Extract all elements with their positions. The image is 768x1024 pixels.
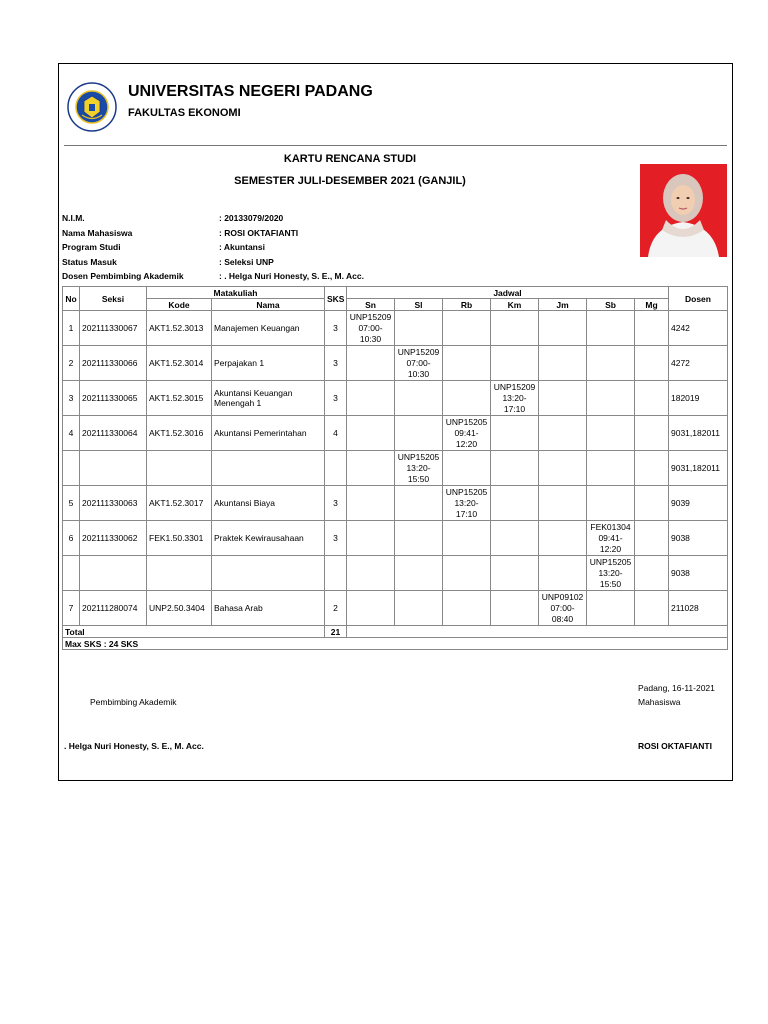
- total-blank: [347, 626, 728, 638]
- row-schedule-jm: [539, 346, 587, 381]
- row-seksi: 202111330063: [80, 486, 147, 521]
- row-schedule-mg: [635, 451, 669, 486]
- row-schedule-rb: [443, 346, 491, 381]
- row-no: 7: [63, 591, 80, 626]
- row-schedule-sl: [395, 556, 443, 591]
- row-kode: AKT1.52.3015: [147, 381, 212, 416]
- header-no: No: [63, 287, 80, 311]
- header-seksi: Seksi: [80, 287, 147, 311]
- header-jadwal: Jadwal: [347, 287, 669, 299]
- table-row: [63, 346, 728, 381]
- row-schedule-rb: [443, 451, 491, 486]
- row-schedule-mg: [635, 381, 669, 416]
- row-kode: AKT1.52.3017: [147, 486, 212, 521]
- row-seksi: 202111330062: [80, 521, 147, 556]
- row-no: 6: [63, 521, 80, 556]
- row-schedule-sb: [587, 416, 635, 451]
- table-row: [63, 591, 728, 626]
- header-day-sn: Sn: [347, 299, 395, 311]
- row-schedule-rb: UNP15205 13:20-17:10: [443, 486, 491, 521]
- row-schedule-rb: [443, 381, 491, 416]
- row-schedule-sb: [587, 591, 635, 626]
- row-schedule-rb: [443, 521, 491, 556]
- faculty-name: FAKULTAS EKONOMI: [128, 107, 241, 119]
- row-schedule-sb: [587, 381, 635, 416]
- row-schedule-mg: [635, 416, 669, 451]
- row-sks: [325, 556, 347, 591]
- place-date: Padang, 16-11-2021: [638, 683, 715, 693]
- row-dosen: 9038: [669, 556, 728, 591]
- max-sks: Max SKS : 24 SKS: [63, 638, 728, 650]
- row-nama: Akuntansi Keuangan Menengah 1: [212, 381, 325, 416]
- row-sks: [325, 451, 347, 486]
- row-dosen: 9038: [669, 521, 728, 556]
- student-signature-name: ROSI OKTAFIANTI: [638, 741, 712, 751]
- header-day-rb: Rb: [443, 299, 491, 311]
- semester-title: SEMESTER JULI-DESEMBER 2021 (GANJIL): [234, 175, 466, 187]
- university-name: UNIVERSITAS NEGERI PADANG: [128, 83, 373, 100]
- row-schedule-sb: [587, 311, 635, 346]
- row-schedule-km: [491, 451, 539, 486]
- status-value: : Seleksi UNP: [219, 256, 274, 267]
- row-no: [63, 451, 80, 486]
- total-label: Total: [63, 626, 325, 638]
- row-schedule-jm: [539, 521, 587, 556]
- table-row: [63, 416, 728, 451]
- row-schedule-sn: [347, 346, 395, 381]
- header-day-mg: Mg: [635, 299, 669, 311]
- row-schedule-sn: [347, 381, 395, 416]
- row-seksi: 202111330066: [80, 346, 147, 381]
- row-schedule-mg: [635, 521, 669, 556]
- row-schedule-sl: [395, 381, 443, 416]
- row-schedule-km: [491, 416, 539, 451]
- row-sks: 3: [325, 311, 347, 346]
- row-schedule-sb: [587, 451, 635, 486]
- row-schedule-rb: UNP15205 09:41-12:20: [443, 416, 491, 451]
- row-schedule-sl: UNP15209 07:00-10:30: [395, 346, 443, 381]
- header-day-sl: Sl: [395, 299, 443, 311]
- row-schedule-sn: [347, 591, 395, 626]
- row-schedule-km: [491, 486, 539, 521]
- row-sks: 3: [325, 346, 347, 381]
- row-kode: [147, 451, 212, 486]
- row-nama: Perpajakan 1: [212, 346, 325, 381]
- program-label: Program Studi: [62, 242, 121, 253]
- row-dosen: 182019: [669, 381, 728, 416]
- row-schedule-mg: [635, 591, 669, 626]
- row-dosen: 4242: [669, 311, 728, 346]
- header-day-km: Km: [491, 299, 539, 311]
- row-schedule-rb: [443, 311, 491, 346]
- row-schedule-sl: [395, 416, 443, 451]
- row-nama: Akuntansi Biaya: [212, 486, 325, 521]
- row-nama: Manajemen Keuangan: [212, 311, 325, 346]
- advisor-label: Dosen Pembimbing Akademik: [62, 271, 184, 282]
- row-seksi: [80, 556, 147, 591]
- row-schedule-sn: [347, 451, 395, 486]
- row-schedule-sn: [347, 556, 395, 591]
- row-no: [63, 556, 80, 591]
- row-sks: 3: [325, 381, 347, 416]
- row-seksi: 202111280074: [80, 591, 147, 626]
- row-kode: UNP2.50.3404: [147, 591, 212, 626]
- student-photo: [640, 164, 727, 257]
- table-row: [63, 451, 728, 486]
- row-schedule-mg: [635, 556, 669, 591]
- status-label: Status Masuk: [62, 256, 117, 267]
- row-kode: AKT1.52.3013: [147, 311, 212, 346]
- header-divider: [64, 145, 727, 146]
- row-dosen: 9031,182011: [669, 451, 728, 486]
- row-schedule-sl: [395, 311, 443, 346]
- row-schedule-sl: [395, 521, 443, 556]
- advisor-value: : . Helga Nuri Honesty, S. E., M. Acc.: [219, 271, 365, 282]
- advisor-role: Pembimbing Akademik: [90, 697, 177, 707]
- header-day-jm: Jm: [539, 299, 587, 311]
- row-schedule-jm: UNP09102 07:00-08:40: [539, 591, 587, 626]
- row-schedule-rb: [443, 591, 491, 626]
- row-schedule-jm: [539, 486, 587, 521]
- row-no: 1: [63, 311, 80, 346]
- university-logo-icon: [67, 82, 117, 132]
- table-row: [63, 521, 728, 556]
- nim-value: : 20133079/2020: [219, 213, 284, 223]
- header-dosen: Dosen: [669, 287, 728, 311]
- table-row: [63, 381, 728, 416]
- course-table: [62, 286, 728, 650]
- table-row: [63, 486, 728, 521]
- total-sks: 21: [325, 626, 347, 638]
- row-dosen: 211028: [669, 591, 728, 626]
- row-schedule-sb: UNP15205 13:20-15:50: [587, 556, 635, 591]
- row-nama: Praktek Kewirausahaan: [212, 521, 325, 556]
- header-nama: Nama: [212, 299, 325, 311]
- row-no: 2: [63, 346, 80, 381]
- header-matakuliah: Matakuliah: [147, 287, 325, 299]
- row-no: 5: [63, 486, 80, 521]
- row-schedule-mg: [635, 486, 669, 521]
- row-schedule-jm: [539, 381, 587, 416]
- program-value: : Akuntansi: [219, 242, 265, 253]
- row-kode: AKT1.52.3014: [147, 346, 212, 381]
- row-sks: 3: [325, 521, 347, 556]
- row-schedule-sb: FEK01304 09:41-12:20: [587, 521, 635, 556]
- row-nama: [212, 451, 325, 486]
- header-day-sb: Sb: [587, 299, 635, 311]
- row-dosen: 4272: [669, 346, 728, 381]
- row-schedule-sn: [347, 416, 395, 451]
- row-schedule-rb: [443, 556, 491, 591]
- row-schedule-jm: [539, 556, 587, 591]
- row-schedule-sn: UNP15209 07:00-10:30: [347, 311, 395, 346]
- row-seksi: 202111330067: [80, 311, 147, 346]
- row-sks: 2: [325, 591, 347, 626]
- student-info: [62, 211, 364, 284]
- row-sks: 3: [325, 486, 347, 521]
- student-name-label: Nama Mahasiswa: [62, 227, 133, 238]
- row-no: 4: [63, 416, 80, 451]
- row-schedule-sl: UNP15205 13:20-15:50: [395, 451, 443, 486]
- row-kode: FEK1.50.3301: [147, 521, 212, 556]
- row-schedule-km: [491, 311, 539, 346]
- row-seksi: 202111330065: [80, 381, 147, 416]
- header-kode: Kode: [147, 299, 212, 311]
- advisor-signature-name: . Helga Nuri Honesty, S. E., M. Acc.: [64, 741, 204, 751]
- row-schedule-jm: [539, 311, 587, 346]
- header-sks: SKS: [325, 287, 347, 311]
- nim-label: N.I.M.: [62, 213, 85, 223]
- row-dosen: 9039: [669, 486, 728, 521]
- row-kode: [147, 556, 212, 591]
- row-schedule-km: [491, 521, 539, 556]
- row-schedule-jm: [539, 416, 587, 451]
- row-schedule-sn: [347, 486, 395, 521]
- row-schedule-km: [491, 556, 539, 591]
- row-schedule-jm: [539, 451, 587, 486]
- row-schedule-sl: [395, 486, 443, 521]
- row-schedule-sl: [395, 591, 443, 626]
- row-nama: [212, 556, 325, 591]
- document-title: KARTU RENCANA STUDI: [283, 153, 417, 165]
- row-schedule-mg: [635, 346, 669, 381]
- row-schedule-mg: [635, 311, 669, 346]
- row-schedule-km: [491, 591, 539, 626]
- student-role: Mahasiswa: [638, 697, 681, 707]
- row-nama: Bahasa Arab: [212, 591, 325, 626]
- row-no: 3: [63, 381, 80, 416]
- row-schedule-sn: [347, 521, 395, 556]
- student-name-value: : ROSI OKTAFIANTI: [219, 227, 299, 238]
- row-seksi: 202111330064: [80, 416, 147, 451]
- row-nama: Akuntansi Pemerintahan: [212, 416, 325, 451]
- row-schedule-km: [491, 346, 539, 381]
- row-kode: AKT1.52.3016: [147, 416, 212, 451]
- table-row: [63, 556, 728, 591]
- row-sks: 4: [325, 416, 347, 451]
- table-row: [63, 311, 728, 346]
- row-schedule-km: UNP15209 13:20-17:10: [491, 381, 539, 416]
- row-schedule-sb: [587, 486, 635, 521]
- row-seksi: [80, 451, 147, 486]
- row-dosen: 9031,182011: [669, 416, 728, 451]
- row-schedule-sb: [587, 346, 635, 381]
